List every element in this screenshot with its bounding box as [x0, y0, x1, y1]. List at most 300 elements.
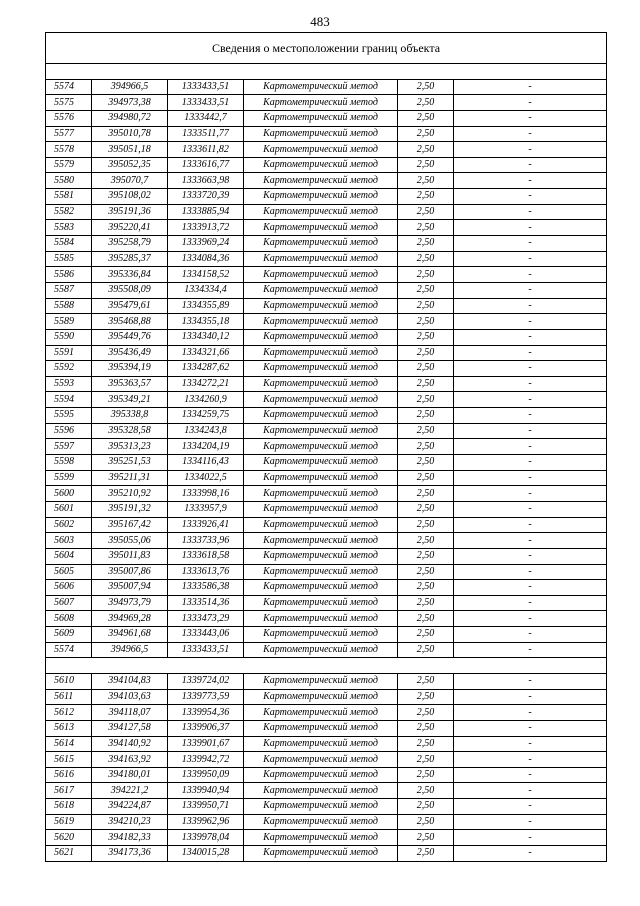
accuracy-cell: 2,50: [398, 204, 454, 220]
method-cell: Картометрический метод: [244, 705, 398, 721]
table-row: [46, 720, 607, 736]
x-coordinate-cell: 394966,5: [92, 642, 168, 658]
point-number-cell: 5598: [46, 455, 92, 471]
description-cell: -: [454, 767, 607, 783]
x-coordinate-cell: 395055,06: [92, 533, 168, 549]
x-coordinate-cell: 395220,41: [92, 220, 168, 236]
point-number-cell: 5591: [46, 345, 92, 361]
method-cell: Картометрический метод: [244, 486, 398, 502]
table-row: [46, 392, 607, 408]
accuracy-cell: 2,50: [398, 142, 454, 158]
method-cell: Картометрический метод: [244, 501, 398, 517]
description-cell: -: [454, 611, 607, 627]
y-coordinate-cell: 1333514,36: [168, 595, 244, 611]
table-row: [46, 533, 607, 549]
table-row: [46, 314, 607, 330]
table-row: [46, 705, 607, 721]
x-coordinate-cell: 394980,72: [92, 110, 168, 126]
point-number-cell: 5582: [46, 204, 92, 220]
y-coordinate-cell: 1334272,21: [168, 376, 244, 392]
description-cell: -: [454, 705, 607, 721]
description-cell: -: [454, 627, 607, 643]
y-coordinate-cell: 1333613,76: [168, 564, 244, 580]
table-row: [46, 408, 607, 424]
point-number-cell: 5587: [46, 282, 92, 298]
point-number-cell: 5607: [46, 595, 92, 611]
x-coordinate-cell: 395010,78: [92, 126, 168, 142]
table-row: [46, 220, 607, 236]
point-number-cell: 5617: [46, 783, 92, 799]
x-coordinate-cell: 395479,61: [92, 298, 168, 314]
x-coordinate-cell: 394973,38: [92, 95, 168, 111]
x-coordinate-cell: 395251,53: [92, 455, 168, 471]
description-cell: -: [454, 736, 607, 752]
accuracy-cell: 2,50: [398, 580, 454, 596]
method-cell: Картометрический метод: [244, 689, 398, 705]
table-row: [46, 548, 607, 564]
y-coordinate-cell: 1333616,77: [168, 157, 244, 173]
y-coordinate-cell: 1333586,38: [168, 580, 244, 596]
point-number-cell: 5583: [46, 220, 92, 236]
table-row: [46, 173, 607, 189]
x-coordinate-cell: 395313,23: [92, 439, 168, 455]
table-row: [46, 345, 607, 361]
method-cell: Картометрический метод: [244, 251, 398, 267]
method-cell: Картометрический метод: [244, 345, 398, 361]
method-cell: Картометрический метод: [244, 627, 398, 643]
accuracy-cell: 2,50: [398, 95, 454, 111]
accuracy-cell: 2,50: [398, 329, 454, 345]
accuracy-cell: 2,50: [398, 720, 454, 736]
accuracy-cell: 2,50: [398, 533, 454, 549]
x-coordinate-cell: 395167,42: [92, 517, 168, 533]
table-row: [46, 204, 607, 220]
description-cell: -: [454, 361, 607, 377]
y-coordinate-cell: 1334116,43: [168, 455, 244, 471]
y-coordinate-cell: 1333926,41: [168, 517, 244, 533]
point-number-cell: 5611: [46, 689, 92, 705]
method-cell: Картометрический метод: [244, 439, 398, 455]
method-cell: Картометрический метод: [244, 814, 398, 830]
x-coordinate-cell: 395328,58: [92, 423, 168, 439]
table-row: [46, 251, 607, 267]
table-row: [46, 846, 607, 862]
y-coordinate-cell: 1333433,51: [168, 95, 244, 111]
boundary-table: [45, 32, 607, 862]
description-cell: -: [454, 282, 607, 298]
table-row: [46, 689, 607, 705]
method-cell: Картометрический метод: [244, 236, 398, 252]
description-cell: -: [454, 580, 607, 596]
point-number-cell: 5597: [46, 439, 92, 455]
method-cell: Картометрический метод: [244, 189, 398, 205]
table-row: [46, 501, 607, 517]
point-number-cell: 5612: [46, 705, 92, 721]
method-cell: Картометрический метод: [244, 783, 398, 799]
x-coordinate-cell: 395436,49: [92, 345, 168, 361]
description-cell: -: [454, 533, 607, 549]
point-number-cell: 5609: [46, 627, 92, 643]
point-number-cell: 5616: [46, 767, 92, 783]
accuracy-cell: 2,50: [398, 314, 454, 330]
y-coordinate-cell: 1333473,29: [168, 611, 244, 627]
description-cell: -: [454, 236, 607, 252]
y-coordinate-cell: 1334334,4: [168, 282, 244, 298]
description-cell: -: [454, 329, 607, 345]
x-coordinate-cell: 394221,2: [92, 783, 168, 799]
x-coordinate-cell: 394103,63: [92, 689, 168, 705]
point-number-cell: 5601: [46, 501, 92, 517]
description-cell: -: [454, 423, 607, 439]
point-number-cell: 5600: [46, 486, 92, 502]
accuracy-cell: 2,50: [398, 423, 454, 439]
accuracy-cell: 2,50: [398, 236, 454, 252]
x-coordinate-cell: 395191,32: [92, 501, 168, 517]
x-coordinate-cell: 395007,86: [92, 564, 168, 580]
description-cell: -: [454, 486, 607, 502]
accuracy-cell: 2,50: [398, 517, 454, 533]
accuracy-cell: 2,50: [398, 470, 454, 486]
y-coordinate-cell: 1339901,67: [168, 736, 244, 752]
point-number-cell: 5618: [46, 799, 92, 815]
point-number-cell: 5594: [46, 392, 92, 408]
x-coordinate-cell: 395108,02: [92, 189, 168, 205]
point-number-cell: 5602: [46, 517, 92, 533]
accuracy-cell: 2,50: [398, 361, 454, 377]
x-coordinate-cell: 395070,7: [92, 173, 168, 189]
method-cell: Картометрический метод: [244, 142, 398, 158]
description-cell: -: [454, 376, 607, 392]
table-row: [46, 361, 607, 377]
y-coordinate-cell: 1339950,71: [168, 799, 244, 815]
table-row: [46, 423, 607, 439]
table-row: [46, 79, 607, 95]
table-row: [46, 329, 607, 345]
y-coordinate-cell: 1339942,72: [168, 752, 244, 768]
x-coordinate-cell: 394182,33: [92, 830, 168, 846]
description-cell: -: [454, 783, 607, 799]
table-row: [46, 767, 607, 783]
point-number-cell: 5615: [46, 752, 92, 768]
point-number-cell: 5585: [46, 251, 92, 267]
y-coordinate-cell: 1333433,51: [168, 79, 244, 95]
point-number-cell: 5595: [46, 408, 92, 424]
table-row: [46, 376, 607, 392]
x-coordinate-cell: 394961,68: [92, 627, 168, 643]
description-cell: -: [454, 267, 607, 283]
x-coordinate-cell: 394163,92: [92, 752, 168, 768]
table-row: [46, 189, 607, 205]
method-cell: Картометрический метод: [244, 173, 398, 189]
method-cell: Картометрический метод: [244, 329, 398, 345]
accuracy-cell: 2,50: [398, 689, 454, 705]
table-row: [46, 95, 607, 111]
point-number-cell: 5586: [46, 267, 92, 283]
separator-cell: [46, 658, 607, 674]
group-separator-row: [46, 658, 607, 674]
description-cell: -: [454, 298, 607, 314]
method-cell: Картометрический метод: [244, 736, 398, 752]
y-coordinate-cell: 1334243,8: [168, 423, 244, 439]
accuracy-cell: 2,50: [398, 799, 454, 815]
method-cell: Картометрический метод: [244, 314, 398, 330]
method-cell: Картометрический метод: [244, 830, 398, 846]
x-coordinate-cell: 395338,8: [92, 408, 168, 424]
y-coordinate-cell: 1334158,52: [168, 267, 244, 283]
y-coordinate-cell: 1339724,02: [168, 673, 244, 689]
accuracy-cell: 2,50: [398, 157, 454, 173]
x-coordinate-cell: 394118,07: [92, 705, 168, 721]
description-cell: -: [454, 830, 607, 846]
table-row: [46, 752, 607, 768]
table-row: [46, 439, 607, 455]
y-coordinate-cell: 1339773,59: [168, 689, 244, 705]
point-number-cell: 5589: [46, 314, 92, 330]
point-number-cell: 5605: [46, 564, 92, 580]
point-number-cell: 5593: [46, 376, 92, 392]
description-cell: -: [454, 439, 607, 455]
method-cell: Картометрический метод: [244, 846, 398, 862]
accuracy-cell: 2,50: [398, 408, 454, 424]
method-cell: Картометрический метод: [244, 564, 398, 580]
method-cell: Картометрический метод: [244, 392, 398, 408]
description-cell: -: [454, 204, 607, 220]
description-cell: -: [454, 673, 607, 689]
x-coordinate-cell: 394180,01: [92, 767, 168, 783]
point-number-cell: 5613: [46, 720, 92, 736]
point-number-cell: 5606: [46, 580, 92, 596]
method-cell: Картометрический метод: [244, 767, 398, 783]
point-number-cell: 5579: [46, 157, 92, 173]
table-row: [46, 564, 607, 580]
accuracy-cell: 2,50: [398, 627, 454, 643]
method-cell: Картометрический метод: [244, 595, 398, 611]
point-number-cell: 5574: [46, 79, 92, 95]
description-cell: -: [454, 314, 607, 330]
method-cell: Картометрический метод: [244, 455, 398, 471]
table-row: [46, 157, 607, 173]
accuracy-cell: 2,50: [398, 392, 454, 408]
point-number-cell: 5596: [46, 423, 92, 439]
x-coordinate-cell: 395363,57: [92, 376, 168, 392]
x-coordinate-cell: 394140,92: [92, 736, 168, 752]
description-cell: -: [454, 846, 607, 862]
table-row: [46, 267, 607, 283]
y-coordinate-cell: 1333720,39: [168, 189, 244, 205]
method-cell: Картометрический метод: [244, 79, 398, 95]
table-row: [46, 673, 607, 689]
y-coordinate-cell: 1334259,75: [168, 408, 244, 424]
accuracy-cell: 2,50: [398, 564, 454, 580]
method-cell: Картометрический метод: [244, 220, 398, 236]
point-number-cell: 5581: [46, 189, 92, 205]
point-number-cell: 5603: [46, 533, 92, 549]
method-cell: Картометрический метод: [244, 423, 398, 439]
x-coordinate-cell: 394224,87: [92, 799, 168, 815]
y-coordinate-cell: 1333433,51: [168, 642, 244, 658]
method-cell: Картометрический метод: [244, 282, 398, 298]
method-cell: Картометрический метод: [244, 298, 398, 314]
description-cell: -: [454, 564, 607, 580]
accuracy-cell: 2,50: [398, 752, 454, 768]
x-coordinate-cell: 395191,36: [92, 204, 168, 220]
accuracy-cell: 2,50: [398, 267, 454, 283]
table-row: [46, 580, 607, 596]
x-coordinate-cell: 395052,35: [92, 157, 168, 173]
group-separator-row: [46, 64, 607, 80]
accuracy-cell: 2,50: [398, 673, 454, 689]
y-coordinate-cell: 1334321,66: [168, 345, 244, 361]
table-row: [46, 470, 607, 486]
x-coordinate-cell: 395211,31: [92, 470, 168, 486]
table-row: [46, 126, 607, 142]
y-coordinate-cell: 1339954,36: [168, 705, 244, 721]
x-coordinate-cell: 395051,18: [92, 142, 168, 158]
y-coordinate-cell: 1333611,82: [168, 142, 244, 158]
table-row: [46, 627, 607, 643]
accuracy-cell: 2,50: [398, 611, 454, 627]
accuracy-cell: 2,50: [398, 220, 454, 236]
accuracy-cell: 2,50: [398, 298, 454, 314]
description-cell: -: [454, 189, 607, 205]
y-coordinate-cell: 1334340,12: [168, 329, 244, 345]
x-coordinate-cell: 394966,5: [92, 79, 168, 95]
method-cell: Картометрический метод: [244, 611, 398, 627]
table-row: [46, 611, 607, 627]
description-cell: -: [454, 392, 607, 408]
method-cell: Картометрический метод: [244, 95, 398, 111]
table-row: [46, 595, 607, 611]
table-row: [46, 783, 607, 799]
description-cell: -: [454, 595, 607, 611]
point-number-cell: 5578: [46, 142, 92, 158]
method-cell: Картометрический метод: [244, 408, 398, 424]
description-cell: -: [454, 814, 607, 830]
y-coordinate-cell: 1339978,04: [168, 830, 244, 846]
x-coordinate-cell: 395285,37: [92, 251, 168, 267]
x-coordinate-cell: 395011,83: [92, 548, 168, 564]
x-coordinate-cell: 395349,21: [92, 392, 168, 408]
accuracy-cell: 2,50: [398, 595, 454, 611]
x-coordinate-cell: 395210,92: [92, 486, 168, 502]
method-cell: Картометрический метод: [244, 673, 398, 689]
point-number-cell: 5608: [46, 611, 92, 627]
accuracy-cell: 2,50: [398, 548, 454, 564]
x-coordinate-cell: 395394,19: [92, 361, 168, 377]
y-coordinate-cell: 1334084,36: [168, 251, 244, 267]
description-cell: -: [454, 548, 607, 564]
accuracy-cell: 2,50: [398, 376, 454, 392]
method-cell: Картометрический метод: [244, 548, 398, 564]
point-number-cell: 5580: [46, 173, 92, 189]
y-coordinate-cell: 1334260,9: [168, 392, 244, 408]
description-cell: -: [454, 251, 607, 267]
table-row: [46, 282, 607, 298]
y-coordinate-cell: 1334287,62: [168, 361, 244, 377]
point-number-cell: 5588: [46, 298, 92, 314]
y-coordinate-cell: 1333969,24: [168, 236, 244, 252]
accuracy-cell: 2,50: [398, 439, 454, 455]
description-cell: -: [454, 752, 607, 768]
accuracy-cell: 2,50: [398, 173, 454, 189]
description-cell: -: [454, 455, 607, 471]
description-cell: -: [454, 470, 607, 486]
x-coordinate-cell: 395508,09: [92, 282, 168, 298]
y-coordinate-cell: 1340015,28: [168, 846, 244, 862]
method-cell: Картометрический метод: [244, 157, 398, 173]
description-cell: -: [454, 142, 607, 158]
y-coordinate-cell: 1333998,16: [168, 486, 244, 502]
y-coordinate-cell: 1333885,94: [168, 204, 244, 220]
table-row: [46, 517, 607, 533]
table-row: [46, 142, 607, 158]
accuracy-cell: 2,50: [398, 126, 454, 142]
method-cell: Картометрический метод: [244, 126, 398, 142]
y-coordinate-cell: 1333913,72: [168, 220, 244, 236]
point-number-cell: 5599: [46, 470, 92, 486]
table-title: Сведения о местоположении границ объекта: [46, 33, 607, 64]
description-cell: -: [454, 501, 607, 517]
method-cell: Картометрический метод: [244, 204, 398, 220]
accuracy-cell: 2,50: [398, 79, 454, 95]
accuracy-cell: 2,50: [398, 110, 454, 126]
x-coordinate-cell: 394127,58: [92, 720, 168, 736]
accuracy-cell: 2,50: [398, 501, 454, 517]
description-cell: -: [454, 517, 607, 533]
point-number-cell: 5584: [46, 236, 92, 252]
method-cell: Картометрический метод: [244, 799, 398, 815]
description-cell: -: [454, 157, 607, 173]
accuracy-cell: 2,50: [398, 455, 454, 471]
method-cell: Картометрический метод: [244, 361, 398, 377]
x-coordinate-cell: 395336,84: [92, 267, 168, 283]
accuracy-cell: 2,50: [398, 642, 454, 658]
accuracy-cell: 2,50: [398, 830, 454, 846]
method-cell: Картометрический метод: [244, 517, 398, 533]
method-cell: Картометрический метод: [244, 642, 398, 658]
x-coordinate-cell: 394104,83: [92, 673, 168, 689]
description-cell: -: [454, 642, 607, 658]
separator-cell: [46, 64, 607, 80]
accuracy-cell: 2,50: [398, 705, 454, 721]
table-row: [46, 298, 607, 314]
y-coordinate-cell: 1333443,06: [168, 627, 244, 643]
accuracy-cell: 2,50: [398, 814, 454, 830]
x-coordinate-cell: 394210,23: [92, 814, 168, 830]
y-coordinate-cell: 1333957,9: [168, 501, 244, 517]
table-row: [46, 236, 607, 252]
y-coordinate-cell: 1333511,77: [168, 126, 244, 142]
table-row: [46, 455, 607, 471]
description-cell: -: [454, 689, 607, 705]
accuracy-cell: 2,50: [398, 783, 454, 799]
method-cell: Картометрический метод: [244, 376, 398, 392]
y-coordinate-cell: 1334355,18: [168, 314, 244, 330]
method-cell: Картометрический метод: [244, 470, 398, 486]
y-coordinate-cell: 1333663,98: [168, 173, 244, 189]
x-coordinate-cell: 395007,94: [92, 580, 168, 596]
point-number-cell: 5574: [46, 642, 92, 658]
accuracy-cell: 2,50: [398, 189, 454, 205]
y-coordinate-cell: 1339940,94: [168, 783, 244, 799]
point-number-cell: 5590: [46, 329, 92, 345]
point-number-cell: 5621: [46, 846, 92, 862]
page-number: 483: [310, 14, 330, 29]
accuracy-cell: 2,50: [398, 486, 454, 502]
point-number-cell: 5610: [46, 673, 92, 689]
y-coordinate-cell: 1333442,7: [168, 110, 244, 126]
table-row: [46, 110, 607, 126]
